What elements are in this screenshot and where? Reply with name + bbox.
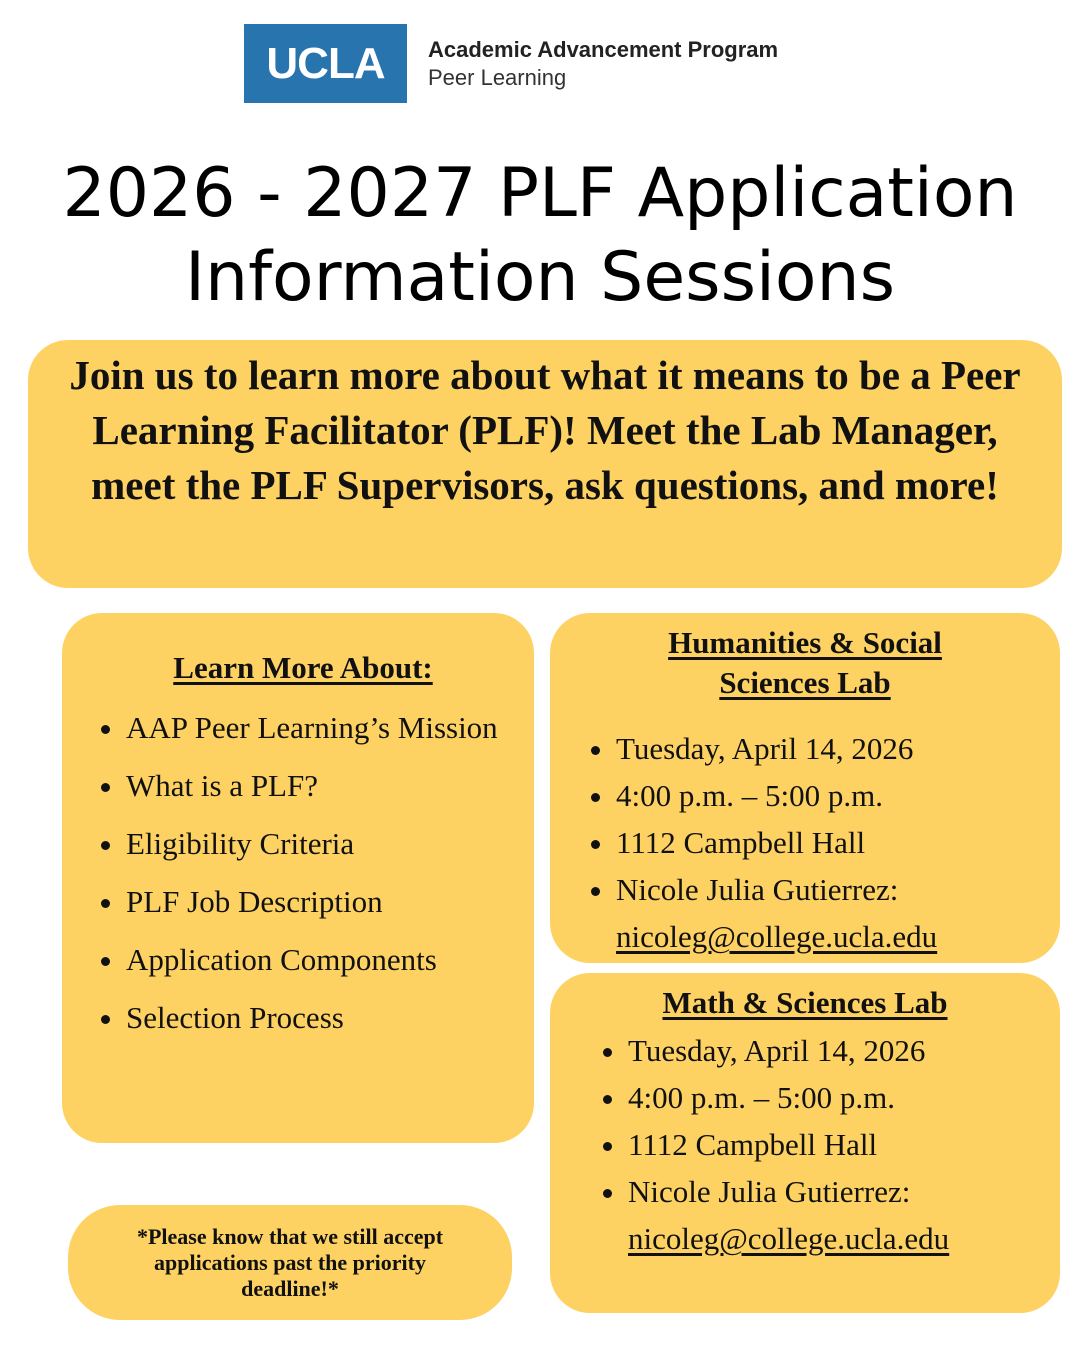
contact-name: Nicole Julia Gutierrez:	[628, 1174, 911, 1209]
math-sciences-lab-box	[550, 973, 1060, 1313]
header	[244, 24, 844, 104]
deadline-note-box	[68, 1205, 512, 1320]
lab-location: • 1112 Campbell Hall	[616, 819, 1040, 866]
lab-location: • 1112 Campbell Hall	[628, 1121, 1040, 1168]
learn-more-list	[92, 699, 514, 1047]
list-item: • Application Components	[126, 931, 514, 989]
title-line-1: 2026 - 2027 PLF Application	[62, 154, 1018, 233]
lab-details-list	[570, 1027, 1040, 1262]
intro-text: Join us to learn more about what it means to be a Peer Learning Facilitator (PLF)! Meet the Lab Manager, meet the PLF Supervisors, ask questions, and more!	[69, 352, 1021, 508]
org-subtitle: Peer Learning	[428, 65, 567, 90]
page-title	[20, 152, 1060, 320]
lab-heading	[570, 623, 1040, 703]
lab-date: • Tuesday, April 14, 2026	[628, 1027, 1040, 1074]
intro-box	[28, 340, 1062, 588]
title-line-2: Information Sessions	[184, 238, 896, 317]
contact-name: Nicole Julia Gutierrez:	[616, 872, 899, 907]
list-item: • AAP Peer Learning’s Mission	[126, 699, 514, 757]
list-item: • What is a PLF?	[126, 757, 514, 815]
contact-email-link[interactable]: nicoleg@college.ucla.edu	[628, 1221, 950, 1256]
list-item: • Selection Process	[126, 989, 514, 1047]
lab-contact	[628, 1168, 1040, 1262]
lab-heading: Math & Sciences Lab	[662, 985, 948, 1020]
list-item: • Eligibility Criteria	[126, 815, 514, 873]
contact-email-link[interactable]: nicoleg@college.ucla.edu	[616, 919, 938, 954]
deadline-note: *Please know that we still accept applications past the priority deadline!*	[136, 1223, 444, 1301]
lab-details-list	[570, 725, 1040, 960]
list-item: • PLF Job Description	[126, 873, 514, 931]
lab-date: • Tuesday, April 14, 2026	[616, 725, 1040, 772]
org-name: Academic Advancement Program	[428, 37, 779, 62]
org-block	[428, 36, 778, 92]
learn-more-heading: Learn More About:	[173, 650, 433, 685]
lab-time: • 4:00 p.m. – 5:00 p.m.	[628, 1074, 1040, 1121]
humanities-lab-box	[550, 613, 1060, 963]
ucla-logo: UCLA	[244, 24, 407, 103]
learn-more-box	[62, 613, 534, 1143]
lab-heading-line-2: Sciences Lab	[719, 665, 891, 700]
lab-contact	[616, 866, 1040, 960]
lab-heading-line-1: Humanities & Social	[668, 625, 942, 660]
lab-time: • 4:00 p.m. – 5:00 p.m.	[616, 772, 1040, 819]
